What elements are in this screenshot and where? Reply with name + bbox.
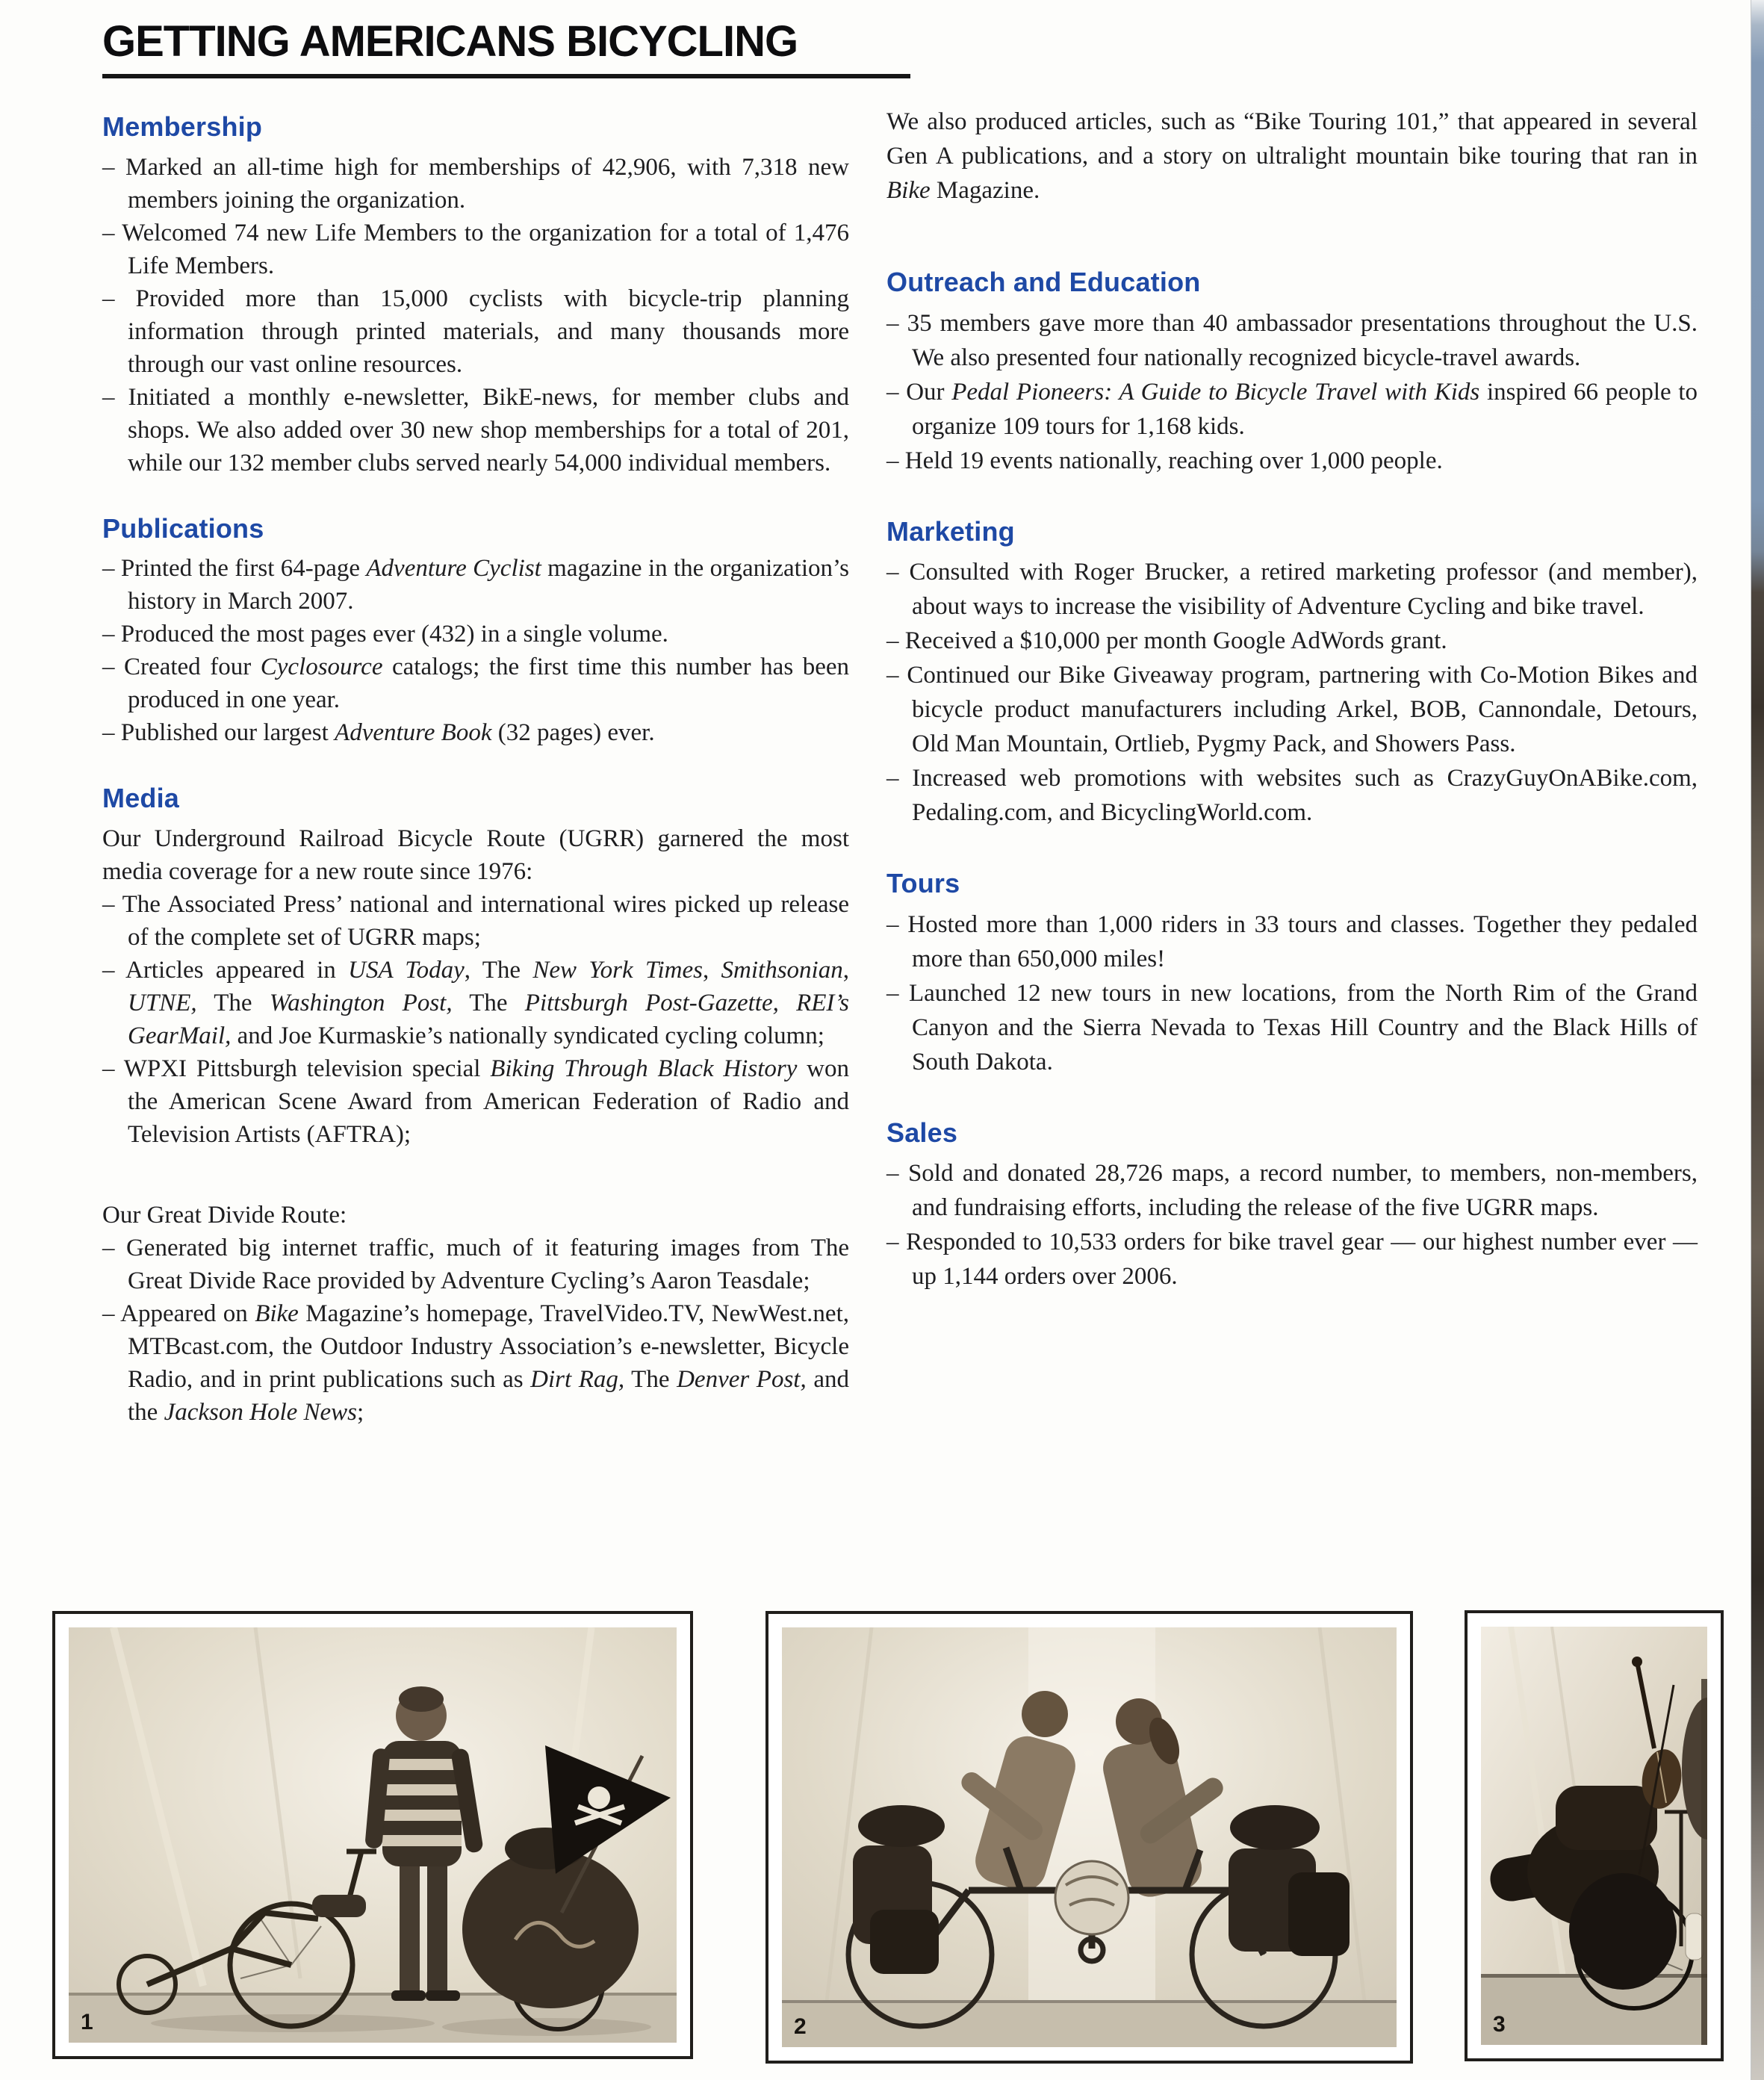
italic-text: Smithsonian bbox=[721, 956, 843, 984]
text-run: Initiated a monthly e-newsletter, BikE-news, for member clubs and shops. We also added over 30 new shop memberships for a total of 201, while our 132 member clubs served nearly 54,000 individual members. bbox=[128, 383, 850, 476]
photo-2-image bbox=[782, 1627, 1397, 2047]
italic-text: Washington Post, bbox=[269, 989, 453, 1016]
photo-number: 3 bbox=[1493, 2012, 1506, 2037]
text-run: , bbox=[842, 956, 849, 984]
text-run: Appeared on bbox=[120, 1300, 255, 1327]
section-heading-publications: Publications bbox=[102, 512, 264, 544]
italic-text: Cyclosource bbox=[260, 654, 383, 681]
photo-3-image bbox=[1481, 1627, 1707, 2045]
bullet-dash: – bbox=[886, 662, 907, 689]
bullet-item bbox=[886, 555, 1698, 624]
bullet-dash: – bbox=[886, 1229, 907, 1256]
photo-3-scene bbox=[1481, 1627, 1707, 2045]
bullet-item bbox=[102, 651, 849, 716]
text-run: Produced the most pages ever (432) in a single volume. bbox=[120, 621, 668, 648]
text-run: Marked an all-time high for memberships of 42,906, with 7,318 new members joining the organization. bbox=[125, 153, 850, 214]
text-run: , bbox=[702, 956, 721, 984]
text-run: (32 pages) ever. bbox=[491, 719, 655, 747]
text-run: magazine in the organization’s history in March 2007. bbox=[128, 555, 849, 615]
photo-number: 2 bbox=[794, 2014, 807, 2039]
text-run: Hosted more than 1,000 riders in 33 tours and classes. Together they pedaled more than 650,000 miles! bbox=[907, 910, 1698, 972]
section-heading-outreach-and-education: Outreach and Education bbox=[886, 267, 1201, 297]
bullet-item bbox=[886, 1225, 1698, 1294]
section-untitled bbox=[102, 1199, 849, 1429]
text-run: Consulted with Roger Brucker, a retired marketing professor (and member), about ways to increase the visibility of Adventure Cycling and bike travel. bbox=[909, 559, 1698, 621]
bullet-dash: – bbox=[886, 979, 909, 1007]
text-run: Our Underground Railroad Bicycle Route (UGRR) garnered the most media coverage for a new route since 1976: bbox=[102, 825, 849, 885]
photo-1-scene bbox=[69, 1627, 677, 2043]
bullet-item bbox=[886, 761, 1698, 830]
bullet-item bbox=[102, 716, 849, 749]
text-run: Magazine. bbox=[930, 177, 1040, 204]
italic-text: Denver Post, bbox=[677, 1365, 807, 1393]
adjacent-page-edge bbox=[1751, 0, 1764, 2080]
bullet-dash: – bbox=[886, 910, 908, 938]
page-title: GETTING AMERICANS BICYCLING bbox=[102, 17, 798, 66]
text-run: Continued our Bike Giveaway program, partnering with Co-Motion Bikes and bicycle product manufacturers including Arkel, BOB, Cannondale, Detours, Old Man Mountain, Ortlieb, Pygmy Pack, and Showers Pass. bbox=[907, 662, 1698, 758]
text-run: Increased web promotions with websites such as CrazyGuyOnABike.com, Pedaling.com, and BicyclingWorld.com. bbox=[912, 765, 1698, 827]
left-column bbox=[102, 112, 849, 1463]
text-run: Created four bbox=[124, 654, 261, 681]
italic-text: Adventure Cyclist bbox=[366, 555, 541, 583]
text-run: 35 members gave more than 40 ambassador presentations throughout the U.S. We also presented four nationally recognized bicycle-travel awards. bbox=[907, 309, 1698, 371]
section-tours bbox=[886, 869, 1698, 1079]
text-run: Published our largest bbox=[120, 719, 335, 747]
text-run: The Associated Press’ national and international wires picked up release of the complete set of UGRR maps; bbox=[122, 890, 849, 951]
text-run: Our Great Divide Route: bbox=[102, 1201, 347, 1229]
section-heading-marketing: Marketing bbox=[886, 515, 1015, 547]
bullet-dash: – bbox=[102, 719, 121, 747]
text-run: ; bbox=[357, 1398, 364, 1426]
bullet-item bbox=[886, 624, 1698, 658]
text-run: Printed the first 64-page bbox=[120, 555, 367, 583]
bullet-item bbox=[102, 618, 849, 651]
section-heading-media: Media bbox=[102, 783, 180, 814]
bullet-item bbox=[886, 976, 1698, 1079]
bullet-dash: – bbox=[102, 621, 121, 648]
bullet-item bbox=[886, 306, 1698, 375]
bullet-dash: – bbox=[102, 1234, 126, 1261]
text-run: won the American Scene Award from American Federation of Radio and Television Artists (AFTRA); bbox=[128, 1055, 849, 1148]
bullet-item bbox=[102, 888, 849, 954]
text-run: Received a $10,000 per month Google AdWords grant. bbox=[904, 627, 1447, 655]
italic-text: New York Times bbox=[532, 956, 703, 984]
text-run: , The bbox=[464, 956, 533, 984]
bullet-dash: – bbox=[886, 1160, 908, 1188]
photo-bike-with-violin bbox=[1465, 1610, 1724, 2061]
bullet-item bbox=[886, 1156, 1698, 1225]
text-run: The bbox=[452, 989, 525, 1016]
text-run: Welcomed 74 new Life Members to the organization for a total of 1,476 Life Members. bbox=[122, 219, 850, 279]
text-run: Articles appeared in bbox=[125, 956, 349, 984]
section-lead bbox=[102, 822, 849, 888]
italic-text: UTNE, bbox=[128, 989, 197, 1016]
text-run: Held 19 events nationally, reaching over 1,000 people. bbox=[904, 447, 1443, 474]
text-run: Provided more than 15,000 cyclists with bicycle-trip planning information through printed materials, and many thousands more through our vast online resources. bbox=[128, 285, 849, 378]
text-run: WPXI Pittsburgh television special bbox=[123, 1055, 491, 1082]
bullet-dash: – bbox=[102, 219, 122, 246]
bullet-item bbox=[102, 1297, 849, 1429]
text-run: catalogs; the first time this number has been produced in one year. bbox=[128, 654, 850, 714]
text-run: Responded to 10,533 orders for bike travel gear — our highest number ever — up 1,144 orders over 2006. bbox=[906, 1229, 1698, 1291]
section-lead bbox=[102, 1199, 849, 1232]
bullet-dash: – bbox=[102, 1055, 124, 1082]
bullet-item bbox=[886, 658, 1698, 761]
text-run: Magazine’s homepage, TravelVideo.TV, NewWest.net, MTBcast.com, the Outdoor Industry Association’s e-newsletter, Bicycle Radio, and in print publications such as bbox=[128, 1300, 849, 1393]
page-header bbox=[102, 19, 913, 78]
bullet-item bbox=[102, 1052, 849, 1151]
italic-text: Jackson Hole News bbox=[164, 1398, 358, 1426]
photo-cyclist-trike-pirate-flag bbox=[52, 1611, 693, 2059]
text-run: Generated big internet traffic, much of it featuring images from The Great Divide Race provided by Adventure Cycling’s Aaron Teasdale; bbox=[125, 1234, 849, 1294]
photo-number: 1 bbox=[81, 2010, 93, 2034]
bullet-item bbox=[102, 151, 849, 217]
text-run: Launched 12 new tours in new locations, from the North Rim of the Grand Canyon and the Sierra Nevada to Texas Hill Country and the Black Hills of South Dakota. bbox=[909, 979, 1698, 1075]
italic-text: Bike bbox=[886, 177, 931, 204]
bullet-item bbox=[102, 552, 849, 618]
section-heading-tours: Tours bbox=[886, 868, 960, 899]
bullet-dash: – bbox=[102, 153, 126, 181]
bullet-item bbox=[886, 375, 1698, 444]
text-run: Sold and donated 28,726 maps, a record number, to members, non-members, and fundraising efforts, including the release of the five UGRR maps. bbox=[907, 1160, 1698, 1222]
bullet-dash: – bbox=[886, 309, 907, 337]
bullet-item bbox=[102, 381, 849, 479]
section-membership bbox=[102, 112, 849, 479]
bullet-dash: – bbox=[102, 383, 128, 411]
section-publications bbox=[102, 514, 849, 750]
text-run: and Joe Kurmaskie’s nationally syndicated cycling column; bbox=[231, 1022, 824, 1049]
italic-text: Biking Through Black History bbox=[490, 1055, 798, 1082]
bullet-dash: – bbox=[102, 555, 121, 583]
title-underline bbox=[102, 74, 910, 78]
italic-text: Pedal Pioneers: A Guide to Bicycle Travel with Kids bbox=[951, 378, 1480, 406]
bullet-dash: – bbox=[102, 956, 125, 984]
bullet-item bbox=[886, 444, 1698, 478]
italic-text: USA Today bbox=[348, 956, 465, 984]
italic-text: Pittsburgh Post-Gazette, REI’s GearMail, bbox=[128, 989, 849, 1049]
bullet-dash: – bbox=[886, 627, 905, 655]
bullet-dash: – bbox=[102, 285, 136, 312]
section-heading-sales: Sales bbox=[886, 1117, 958, 1148]
text-run: inspired 66 people to organize 109 tours for 1,168 kids. bbox=[912, 378, 1698, 440]
section-sales bbox=[886, 1118, 1698, 1294]
text-run: and the bbox=[128, 1365, 849, 1426]
section-untitled bbox=[886, 105, 1698, 208]
bullet-item bbox=[102, 1232, 849, 1297]
bullet-dash: – bbox=[886, 559, 910, 586]
bullet-item bbox=[102, 217, 849, 282]
photo-2-scene bbox=[782, 1627, 1397, 2047]
bullet-dash: – bbox=[102, 1300, 121, 1327]
section-lead bbox=[886, 105, 1698, 208]
section-media bbox=[102, 783, 849, 1151]
section-heading-membership: Membership bbox=[102, 111, 263, 142]
section-outreach-and-education bbox=[886, 267, 1698, 478]
italic-text: Bike bbox=[255, 1300, 299, 1327]
bullet-dash: – bbox=[886, 765, 913, 792]
text-run: The bbox=[624, 1365, 677, 1393]
text-run: We also produced articles, such as “Bike Touring 101,” that appeared in several Gen A publications, and a story on ultralight mountain bike touring that ran in bbox=[886, 108, 1698, 170]
italic-text: Dirt Rag, bbox=[530, 1365, 625, 1393]
bullet-dash: – bbox=[886, 447, 905, 474]
bullet-item bbox=[102, 282, 849, 381]
section-marketing bbox=[886, 517, 1698, 831]
bullet-dash: – bbox=[102, 654, 125, 681]
bullet-item bbox=[886, 907, 1698, 976]
photo-couple-tandem bbox=[765, 1611, 1413, 2064]
italic-text: Adventure Book bbox=[335, 719, 492, 747]
text-run: The bbox=[196, 989, 270, 1016]
text-run: Our bbox=[906, 378, 952, 406]
photo-1-image bbox=[69, 1627, 677, 2043]
bullet-item bbox=[102, 954, 849, 1052]
bullet-dash: – bbox=[886, 378, 907, 406]
right-column bbox=[886, 105, 1698, 1332]
bullet-dash: – bbox=[102, 890, 122, 918]
